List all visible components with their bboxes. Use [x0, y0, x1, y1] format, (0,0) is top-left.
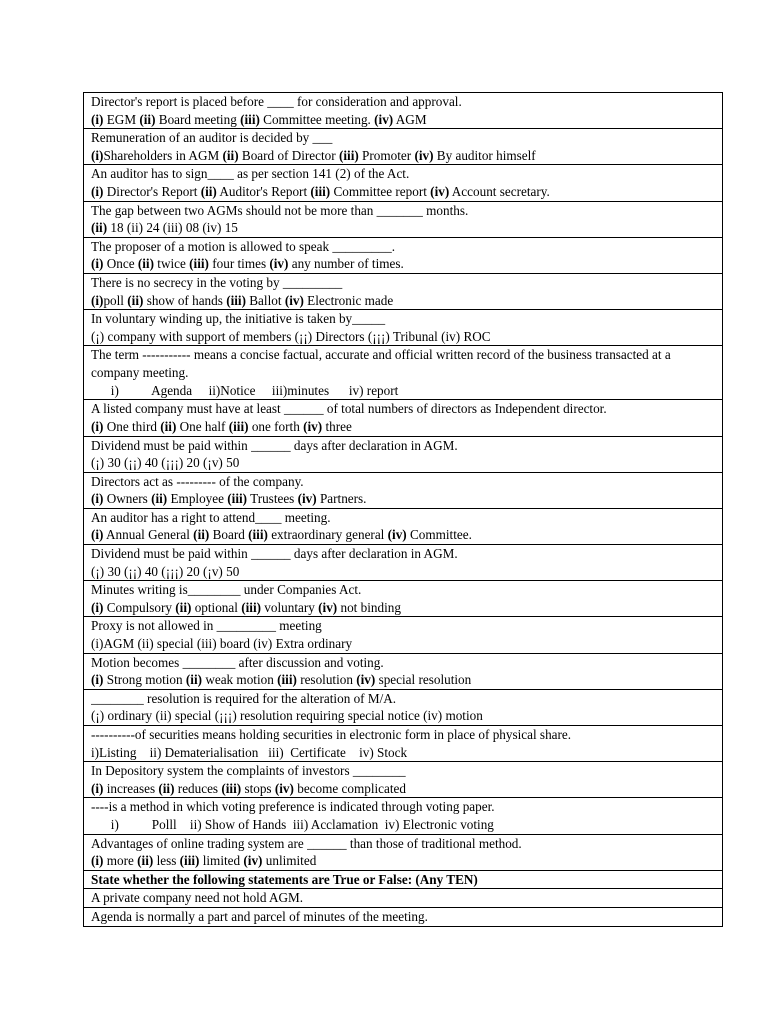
question-row — [84, 129, 723, 165]
option-text: i)Listing ii) Dematerialisation iii) Certificate iv) Stock — [91, 744, 408, 760]
option-text: show of hands — [143, 292, 227, 308]
option-text: not binding — [337, 599, 401, 615]
options-line — [91, 111, 715, 129]
option-marker: (ii) — [222, 147, 239, 163]
option-text: increases — [103, 780, 159, 796]
option-text: four times — [208, 256, 270, 272]
option-marker: (i) — [91, 780, 104, 796]
question-text: In voluntary winding up, the initiative is taken by_____ — [91, 311, 386, 327]
statement-text: A private company need not hold AGM. — [84, 889, 723, 908]
options-line — [91, 147, 715, 165]
option-text: reduces — [174, 780, 222, 796]
question-row — [84, 201, 723, 237]
option-marker: (iii) — [310, 183, 331, 199]
option-text: One third — [103, 418, 161, 434]
option-marker: (i) — [91, 491, 104, 507]
question-text: Minutes writing is________ under Companies Act. — [91, 582, 362, 598]
option-text: special resolution — [375, 672, 472, 688]
option-marker: (ii) — [139, 111, 156, 127]
question-text: There is no secrecy in the voting by _________ — [91, 274, 343, 290]
options-line — [91, 382, 715, 400]
option-marker: (i) — [91, 418, 104, 434]
options-line — [91, 418, 715, 436]
option-marker: (ii) — [137, 256, 154, 272]
option-marker: (i) — [91, 183, 104, 199]
question-row — [84, 798, 723, 834]
options-line — [91, 490, 715, 508]
options-line — [91, 599, 715, 617]
option-text: Employee — [167, 491, 228, 507]
option-marker: (ii) — [127, 292, 144, 308]
option-marker: (iv) — [303, 418, 323, 434]
option-text: resolution — [296, 672, 357, 688]
question-cell — [84, 129, 723, 165]
option-text: stops — [241, 780, 275, 796]
option-marker: (ii) — [185, 672, 203, 688]
statement-text: Agenda is normally a part and parcel of minutes of the meeting. — [84, 907, 723, 926]
question-cell — [84, 436, 723, 472]
question-text: Advantages of online trading system are ______ than those of traditional method. — [91, 835, 522, 851]
options-line — [91, 816, 715, 834]
question-row — [84, 834, 723, 870]
option-text: (¡) ordinary (ii) special (¡¡¡) resolution requiring special notice (iv) motion — [91, 708, 483, 724]
options-line — [91, 707, 715, 725]
option-marker: (i) — [91, 599, 104, 615]
option-marker: (iv) — [274, 780, 294, 796]
question-text: ________ resolution is required for the alteration of M/A. — [91, 690, 397, 706]
option-text: poll — [103, 292, 128, 308]
option-text: Shareholders in AGM — [103, 147, 223, 163]
question-row — [84, 237, 723, 273]
options-line — [91, 852, 715, 870]
question-cell — [84, 545, 723, 581]
option-marker: (ii) — [175, 599, 192, 615]
option-text: one forth — [248, 418, 304, 434]
option-text: Compulsory — [103, 599, 176, 615]
question-row — [84, 93, 723, 129]
option-marker: (iii) — [227, 491, 248, 507]
option-marker: (ii) — [158, 780, 175, 796]
question-text: In Depository system the complaints of investors ________ — [91, 763, 406, 779]
option-text: (i)AGM (ii) special (iii) board (iv) Extra ordinary — [91, 636, 353, 652]
question-cell — [84, 653, 723, 689]
options-line — [91, 526, 715, 544]
options-line — [91, 635, 715, 653]
option-text: One half — [176, 418, 229, 434]
question-cell — [84, 689, 723, 725]
option-marker: (ii) — [91, 220, 108, 236]
question-text: ----is a method in which voting preference is indicated through voting paper. — [91, 799, 495, 815]
option-text: optional — [191, 599, 242, 615]
option-marker: (iv) — [297, 491, 317, 507]
question-text: The gap between two AGMs should not be more than _______ months. — [91, 202, 469, 218]
option-text: AGM — [393, 111, 427, 127]
option-marker: (iv) — [318, 599, 338, 615]
option-text: weak motion — [202, 672, 278, 688]
question-cell — [84, 762, 723, 798]
option-marker: (iv) — [243, 853, 263, 869]
question-text: Director's report is placed before ____ for consideration and approval. — [91, 94, 462, 109]
option-text: three — [322, 418, 352, 434]
question-row — [84, 545, 723, 581]
option-text: more — [103, 853, 138, 869]
question-table-body — [84, 93, 723, 927]
question-text: Dividend must be paid within ______ days after declaration in AGM. — [91, 546, 458, 562]
option-marker: (iii) — [241, 599, 261, 615]
question-text: ----------of securities means holding securities in electronic form in place of physical share. — [91, 727, 572, 742]
option-marker: (iii) — [179, 853, 200, 869]
option-text: voluntary — [261, 599, 319, 615]
option-marker: (iv) — [284, 292, 304, 308]
option-marker: (iv) — [387, 527, 407, 543]
options-line — [91, 292, 715, 310]
question-cell — [84, 581, 723, 617]
option-text: less — [153, 853, 180, 869]
options-line — [91, 780, 715, 798]
statement-row — [84, 907, 723, 926]
option-text: i) Polll ii) Show of Hands iii) Acclamation iv) Electronic voting — [91, 816, 494, 832]
option-text: twice — [154, 256, 190, 272]
section-header: State whether the following statements are True or False: (Any TEN) — [84, 870, 723, 889]
option-marker: (iv) — [414, 147, 434, 163]
option-text: any number of times. — [288, 256, 404, 272]
option-text: Ballot — [245, 292, 285, 308]
option-text: Promoter — [358, 147, 415, 163]
question-row — [84, 310, 723, 346]
option-text: Once — [103, 256, 138, 272]
option-text: Committee meeting. — [259, 111, 375, 127]
option-marker: (iii) — [240, 111, 260, 127]
question-cell — [84, 726, 723, 762]
option-marker: (iii) — [189, 256, 209, 272]
question-row — [84, 346, 723, 400]
question-text: An auditor has to sign____ as per section 141 (2) of the Act. — [91, 166, 410, 182]
question-row — [84, 762, 723, 798]
option-marker: (i) — [91, 111, 104, 127]
options-line — [91, 454, 715, 472]
option-marker: (iv) — [374, 111, 394, 127]
option-text: (¡) 30 (¡¡) 40 (¡¡¡) 20 (¡v) 50 — [91, 455, 240, 471]
question-row — [84, 508, 723, 544]
option-marker: (i) — [91, 292, 104, 308]
question-cell — [84, 400, 723, 436]
option-marker: (ii) — [200, 183, 217, 199]
question-text: Remuneration of an auditor is decided by ___ — [91, 130, 333, 146]
option-text: Owners — [103, 491, 152, 507]
option-marker: (i) — [91, 527, 104, 543]
options-line — [91, 744, 715, 762]
question-cell — [84, 798, 723, 834]
option-marker: (ii) — [151, 491, 168, 507]
section-header-row — [84, 870, 723, 889]
question-cell — [84, 273, 723, 309]
option-marker: (iv) — [269, 256, 289, 272]
question-row — [84, 273, 723, 309]
option-text: limited — [199, 853, 244, 869]
question-table — [83, 92, 723, 927]
options-line — [91, 671, 715, 689]
question-row — [84, 689, 723, 725]
option-text: Annual General — [103, 527, 194, 543]
question-cell — [84, 237, 723, 273]
option-marker: (iv) — [430, 183, 450, 199]
question-row — [84, 653, 723, 689]
option-marker: (iv) — [356, 672, 376, 688]
option-marker: (i) — [91, 672, 104, 688]
option-text: 18 (ii) 24 (iii) 08 (iv) 15 — [107, 220, 238, 236]
option-text: Partners. — [316, 491, 367, 507]
option-text: Committee. — [406, 527, 472, 543]
question-row — [84, 472, 723, 508]
question-text: The proposer of a motion is allowed to speak _________. — [91, 238, 395, 254]
option-marker: (i) — [91, 147, 104, 163]
option-text: Board — [209, 527, 249, 543]
question-row — [84, 581, 723, 617]
option-marker: (iii) — [228, 418, 249, 434]
question-cell — [84, 93, 723, 129]
options-line — [91, 183, 715, 201]
option-text: Account secretary. — [449, 183, 550, 199]
question-row — [84, 165, 723, 201]
question-cell — [84, 617, 723, 653]
option-text: Trustees — [247, 491, 298, 507]
question-cell — [84, 472, 723, 508]
option-marker: (iii) — [226, 292, 246, 308]
option-text: become complicated — [293, 780, 406, 796]
option-marker: (i) — [91, 256, 104, 272]
question-cell — [84, 834, 723, 870]
question-text: Dividend must be paid within ______ days after declaration in AGM. — [91, 437, 458, 453]
option-text: Strong motion — [103, 672, 186, 688]
question-cell — [84, 201, 723, 237]
option-marker: (ii) — [193, 527, 210, 543]
option-marker: (iii) — [277, 672, 297, 688]
statement-row — [84, 889, 723, 908]
option-text: Director's Report — [103, 183, 201, 199]
option-marker: (iii) — [338, 147, 359, 163]
options-line — [91, 219, 715, 237]
option-marker: (iii) — [221, 780, 242, 796]
question-cell — [84, 310, 723, 346]
question-cell — [84, 346, 723, 400]
option-text: (¡) 30 (¡¡) 40 (¡¡¡) 20 (¡v) 50 — [91, 563, 240, 579]
question-text: The term ----------- means a concise factual, accurate and official written record of the business transacted at a company meeting. — [91, 347, 671, 380]
option-text: By auditor himself — [433, 147, 536, 163]
option-text: Electronic made — [303, 292, 394, 308]
option-marker: (ii) — [160, 418, 177, 434]
question-row — [84, 726, 723, 762]
question-text: An auditor has a right to attend____ meeting. — [91, 509, 331, 525]
option-marker: (i) — [91, 853, 104, 869]
question-text: Directors act as --------- of the company. — [91, 473, 304, 489]
options-line — [91, 563, 715, 581]
question-cell — [84, 508, 723, 544]
option-text: Auditor's Report — [216, 183, 311, 199]
option-text: i) Agenda ii)Notice iii)minutes iv) report — [91, 382, 399, 398]
options-line — [91, 328, 715, 346]
question-row — [84, 617, 723, 653]
option-marker: (ii) — [137, 853, 154, 869]
option-text: Committee report — [330, 183, 431, 199]
question-row — [84, 436, 723, 472]
option-text: unlimited — [262, 853, 317, 869]
option-text: Board of Director — [238, 147, 339, 163]
option-text: Board meeting — [155, 111, 241, 127]
options-line — [91, 255, 715, 273]
question-row — [84, 400, 723, 436]
option-text: (¡) company with support of members (¡¡) Directors (¡¡¡) Tribunal (iv) ROC — [91, 328, 491, 344]
question-text: A listed company must have at least ______ of total numbers of directors as Independent director. — [91, 401, 607, 417]
question-cell — [84, 165, 723, 201]
question-text: Proxy is not allowed in _________ meeting — [91, 618, 322, 634]
option-text: extraordinary general — [267, 527, 388, 543]
question-text: Motion becomes ________ after discussion and voting. — [91, 654, 384, 670]
option-marker: (iii) — [248, 527, 268, 543]
option-text: EGM — [103, 111, 140, 127]
